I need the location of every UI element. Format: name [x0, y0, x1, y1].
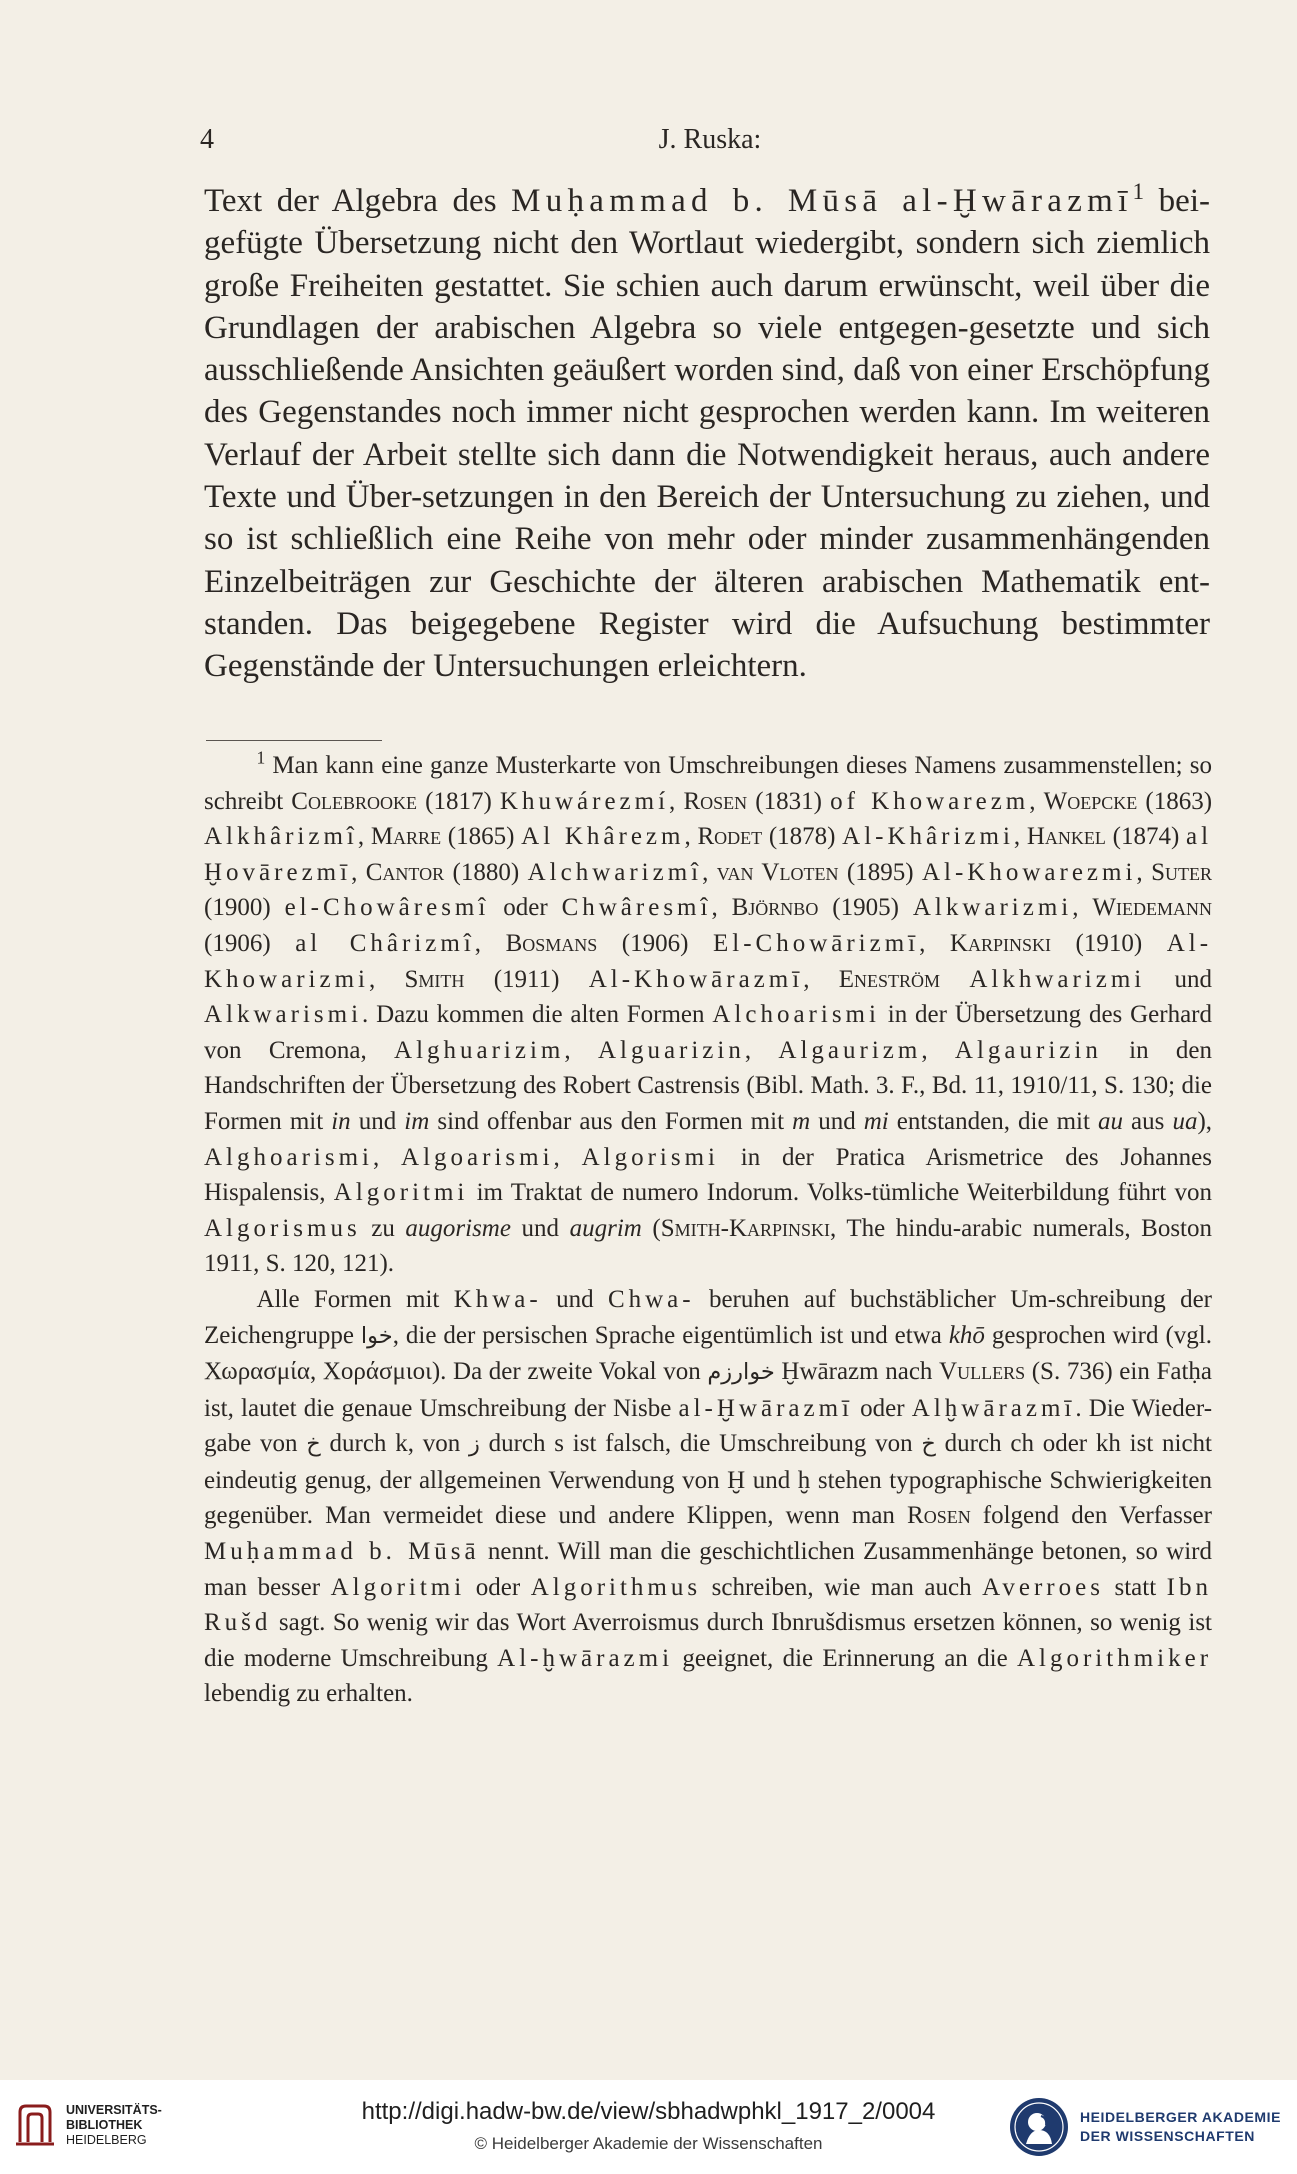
- academy-branding[interactable]: [1008, 2096, 1281, 2158]
- name-form: Khuwárezmí: [499, 787, 670, 815]
- name-form: Alkwarizmi: [912, 894, 1073, 922]
- text-run: in der Übersetzung des Gerhard von Cremona,: [204, 1001, 1212, 1064]
- name-form: Algorismus: [204, 1214, 361, 1242]
- name-form: Muḥammad b. Mūsā: [204, 1538, 480, 1566]
- text-run: und: [541, 1285, 608, 1313]
- text-run: (: [641, 1214, 661, 1242]
- name-form: al-Ḫwārazmī: [678, 1394, 853, 1422]
- cited-author: Smith-Karpinski: [660, 1214, 831, 1242]
- author-name-spaced: Muḥammad b. Mūsā al-Ḫwārazmī: [511, 183, 1133, 219]
- text-run: oder: [489, 894, 562, 922]
- text-run: ,: [474, 929, 506, 957]
- text-run: zu: [360, 1214, 406, 1242]
- cited-author: Karpinski: [949, 929, 1051, 957]
- text-run: sagt. So wenig wir das Wort Averroismus durch Ibnrušdismus ersetzen können, so wenig ist die moderne Umschreibung: [204, 1609, 1212, 1672]
- name-form: Alguarizin: [597, 1036, 745, 1064]
- text-run: ,: [351, 858, 366, 886]
- name-form: Alghoarismi: [204, 1143, 373, 1171]
- name-form: Alchoarismi: [712, 1001, 880, 1029]
- text-run: . Die Wieder-gabe von: [204, 1394, 1213, 1458]
- name-form: Al-Khârizmi: [842, 823, 1014, 851]
- text-run: (1863): [1137, 787, 1213, 815]
- cited-author: Rosen: [683, 787, 748, 815]
- text-run: ,: [368, 965, 405, 993]
- italic-form: au: [1098, 1107, 1123, 1135]
- name-form: Algaurizm: [778, 1036, 922, 1064]
- text-run: und: [510, 1214, 570, 1242]
- name-form: al Chârizmî: [295, 929, 475, 957]
- text-run: ,: [684, 823, 698, 851]
- running-head: [200, 124, 1220, 164]
- italic-form: khō: [948, 1321, 985, 1349]
- text-run: ),: [1197, 1107, 1213, 1135]
- viewer-footer: [0, 2080, 1297, 2174]
- name-form: Al Khârezm: [521, 823, 685, 851]
- cited-author: Colebrooke: [291, 787, 417, 815]
- name-form: Khwa-: [453, 1285, 542, 1313]
- text-run: , die der persischen Sprache eigentümlich ist und etwa: [392, 1321, 949, 1349]
- text-run: (1880): [444, 858, 528, 886]
- text-run: und: [350, 1107, 405, 1135]
- cited-author: Rodet: [697, 823, 763, 851]
- footnote-reference[interactable]: 1: [1132, 178, 1145, 204]
- text-run: beruhen auf buchstäblicher Um-schreibung der Zeichengruppe: [204, 1285, 1212, 1349]
- text-run: (1865): [441, 823, 522, 851]
- name-form: Alḫwārazmī: [911, 1394, 1076, 1422]
- arabic-script: خوا: [360, 1322, 393, 1349]
- name-form: Algaurizin: [954, 1036, 1102, 1064]
- italic-form: augrim: [569, 1214, 642, 1242]
- text-run: (1878): [762, 823, 843, 851]
- text-run: Text der Algebra des: [204, 183, 512, 219]
- text-run: schreiben, wie man auch: [701, 1573, 983, 1601]
- name-form: Alkhârizmî: [204, 823, 358, 851]
- permalink-url[interactable]: http://digi.hadw-bw.de/view/sbhadwphkl_1917_2/0004: [361, 2098, 936, 2125]
- text-run: aus: [1123, 1107, 1173, 1135]
- name-form: Algorithmiker: [1016, 1644, 1213, 1672]
- text-run: Alle Formen mit: [256, 1285, 454, 1313]
- text-run: sind offenbar aus den Formen mit: [429, 1107, 793, 1135]
- name-form: Al-Khowārazmī: [588, 965, 804, 993]
- text-run: Man kann eine ganze Musterkarte von Umschreibungen dieses Namens zusammenstellen; so schreibt: [204, 752, 1212, 815]
- cited-author: Hankel: [1026, 823, 1106, 851]
- page-number: 4: [200, 124, 214, 155]
- italic-form: m: [792, 1107, 811, 1135]
- text-run: (1906): [597, 929, 713, 957]
- cited-author: Suter: [1151, 858, 1212, 886]
- text-run: oder: [465, 1573, 531, 1601]
- name-form: Alchwarizmî: [527, 858, 703, 886]
- arabic-script: خ: [306, 1431, 321, 1458]
- text-run: durch k, von: [320, 1430, 469, 1458]
- text-run: lebendig zu erhalten.: [204, 1680, 413, 1708]
- text-run: (1905): [818, 894, 913, 922]
- text-run: (1906): [204, 929, 296, 957]
- cited-author: Smith: [404, 965, 465, 993]
- cited-author: Bosmans: [505, 929, 598, 957]
- cited-author: Woepcke: [1043, 787, 1138, 815]
- text-run: und: [810, 1107, 864, 1135]
- cited-author: Eneström: [838, 965, 941, 993]
- name-form: el-Chowâresmî: [284, 894, 490, 922]
- name-form: Al-Khowarizmi: [204, 929, 1213, 993]
- arabic-script: ز: [468, 1431, 480, 1458]
- text-run: im Traktat de numero Indorum. Volks-tümliche Weiterbildung führt von: [468, 1179, 1212, 1207]
- text-run: ,: [1136, 858, 1152, 886]
- text-run: ,: [921, 1036, 955, 1064]
- text-run: ,: [744, 1036, 779, 1064]
- text-run: (1895): [838, 858, 922, 886]
- name-form: Al-ḫwārazmi: [497, 1644, 674, 1672]
- academy-line-1: HEIDELBERGER AKADEMIE: [1079, 2109, 1281, 2125]
- text-run: (1910): [1050, 929, 1167, 957]
- footnote-separator: [206, 740, 382, 741]
- text-run: gesprochen wird (vgl. Χωρασμία, Χοράσμιοι). Da der zweite Vokal von: [204, 1321, 1212, 1386]
- text-run: ,: [357, 823, 371, 851]
- arabic-script: خ: [921, 1431, 936, 1458]
- name-form: Algoarismi: [401, 1143, 554, 1171]
- academy-line-2: DER WISSENSCHAFTEN: [1079, 2128, 1255, 2144]
- copyright-notice: © Heidelberger Akademie der Wissenschaften: [474, 2134, 823, 2153]
- text-run: ,: [919, 929, 950, 957]
- text-run: (1911): [464, 965, 589, 993]
- name-form: Alkhwarizmi: [969, 965, 1146, 993]
- name-form: Alkwarismi: [204, 1001, 363, 1029]
- text-run: durch s ist falsch, die Umschreibung von: [479, 1430, 922, 1458]
- cited-author: Marre: [370, 823, 442, 851]
- text-run: in der Pratica Arismetrice des Johannes Hispalensis,: [204, 1143, 1212, 1207]
- text-run: bei-gefügte Übersetzung nicht den Wortlaut wiedergibt, sondern sich ziemlich große Freiheiten gestattet. Sie schien auch darum erwünscht, weil über die Grundlagen der arabischen Algebra so viele entgegen-gesetzte und sich ausschließende Ansichten geäußert worden sind, daß von einer Erschöpfung des Gegenstandes noch immer nicht gesprochen werden kann. Im weiteren Verlauf der Arbeit stellte sich dann die Notwendigkeit heraus, auch andere Texte und Über-setzungen in den Bereich der Untersuchung zu ziehen, und so ist schließlich eine Reihe von mehr oder minder zusammenhängenden Einzelbeiträgen zur Geschichte der älteren arabischen Mathematik ent-standen. Das beigegebene Register wird die Aufsuchung bestimmter Gegenstände der Untersuchungen erleichtern.: [204, 183, 1210, 685]
- text-run: statt: [1103, 1573, 1167, 1601]
- text-run: ,: [564, 1036, 598, 1064]
- text-run: , The hindu-arabic numerals, Boston 1911, S. 120, 121).: [204, 1214, 1212, 1278]
- footnote-number: 1: [256, 747, 266, 768]
- name-form: Chwa-: [607, 1285, 695, 1313]
- text-run: Ḫwārazm nach: [774, 1358, 940, 1386]
- text-run: (S. 736) ein Fatḥa ist, lautet die genaue Umschreibung der Nisbe: [204, 1358, 1212, 1422]
- italic-form: in: [331, 1107, 351, 1135]
- italic-form: augorisme: [405, 1214, 511, 1242]
- name-form: Algoritmi: [330, 1573, 466, 1601]
- text-run: (1817): [416, 787, 500, 815]
- text-run: ,: [553, 1143, 582, 1171]
- footnote-continuation: [204, 1282, 1212, 1712]
- text-run: entstanden, die mit: [888, 1107, 1098, 1135]
- text-run: ,: [803, 965, 839, 993]
- library-line-2: BIBLIOTHEK: [66, 2117, 143, 2132]
- name-form: Algorithmus: [530, 1573, 702, 1601]
- academy-name: [1080, 2108, 1281, 2146]
- italic-form: mi: [863, 1107, 889, 1135]
- name-form: Averroes: [982, 1573, 1104, 1601]
- arabic-script: خوارزم: [707, 1359, 775, 1386]
- text-run: (1831): [747, 787, 831, 815]
- text-run: ,: [1072, 894, 1093, 922]
- main-paragraph: [204, 180, 1210, 688]
- library-line-3: HEIDELBERG: [66, 2132, 147, 2147]
- text-run: ,: [711, 894, 732, 922]
- text-run: . Dazu kommen die alten Formen: [362, 1001, 713, 1029]
- text-run: und: [1145, 965, 1213, 993]
- text-run: in den Handschriften der Übersetzung des Robert Castrensis (Bibl. Math. 3. F., Bd. 11, 1910/11, S. 130; die Formen mit: [204, 1036, 1212, 1135]
- name-form: Ibn Rušd: [204, 1573, 1212, 1637]
- italic-form: ua: [1172, 1107, 1198, 1135]
- footnotes: [204, 748, 1212, 1712]
- text-run: ,: [373, 1143, 402, 1171]
- name-form: Algorismi: [581, 1143, 719, 1171]
- name-form: al Ḫovārezmī: [204, 823, 1213, 886]
- text-run: ,: [669, 787, 684, 815]
- text-run: (1900): [204, 894, 285, 922]
- text-run: folgend den Verfasser: [970, 1502, 1212, 1530]
- text-run: ,: [1013, 823, 1027, 851]
- text-run: ,: [702, 858, 717, 886]
- cited-author: Wiedemann: [1092, 894, 1213, 922]
- text-run: nennt. Will man die geschichtlichen Zusammenhänge betonen, so wird man besser: [204, 1538, 1212, 1601]
- text-run: geeignet, die Erinnerung an die: [673, 1644, 1017, 1672]
- name-form: Algoritmi: [333, 1179, 469, 1207]
- text-run: durch ch oder kh ist nicht eindeutig genug, der allgemeinen Verwendung von Ḫ und ḫ stehen typographische Schwierigkeiten gegenüber. Man vermeidet diese und andere Klippen, wenn man: [204, 1430, 1213, 1530]
- cited-author: van Vloten: [716, 858, 839, 886]
- running-head-author: J. Ruska:: [658, 124, 762, 155]
- cited-author: Björnbo: [731, 894, 819, 922]
- text-run: (1874): [1105, 823, 1186, 851]
- footnote-1: [204, 748, 1212, 1282]
- paragraph-text: [204, 180, 1210, 688]
- library-line-1: UNIVERSITÄTS-: [66, 2102, 162, 2117]
- name-form: of Khowarezm: [830, 787, 1030, 815]
- cited-author: Vullers: [939, 1358, 1026, 1386]
- text-run: ,: [1029, 787, 1044, 815]
- text-run: [940, 966, 969, 993]
- name-form: El-Chowārizmī: [712, 929, 920, 957]
- text-run: oder: [852, 1394, 912, 1422]
- name-form: Alghuarizim: [394, 1036, 565, 1064]
- name-form: Chwâresmî: [561, 894, 712, 922]
- academy-seal-icon: [1008, 2096, 1070, 2158]
- name-form: Al-Khowarezmi: [921, 858, 1137, 886]
- cited-author: Cantor: [365, 858, 445, 886]
- cited-author: Rosen: [907, 1502, 971, 1530]
- italic-form: im: [404, 1107, 430, 1135]
